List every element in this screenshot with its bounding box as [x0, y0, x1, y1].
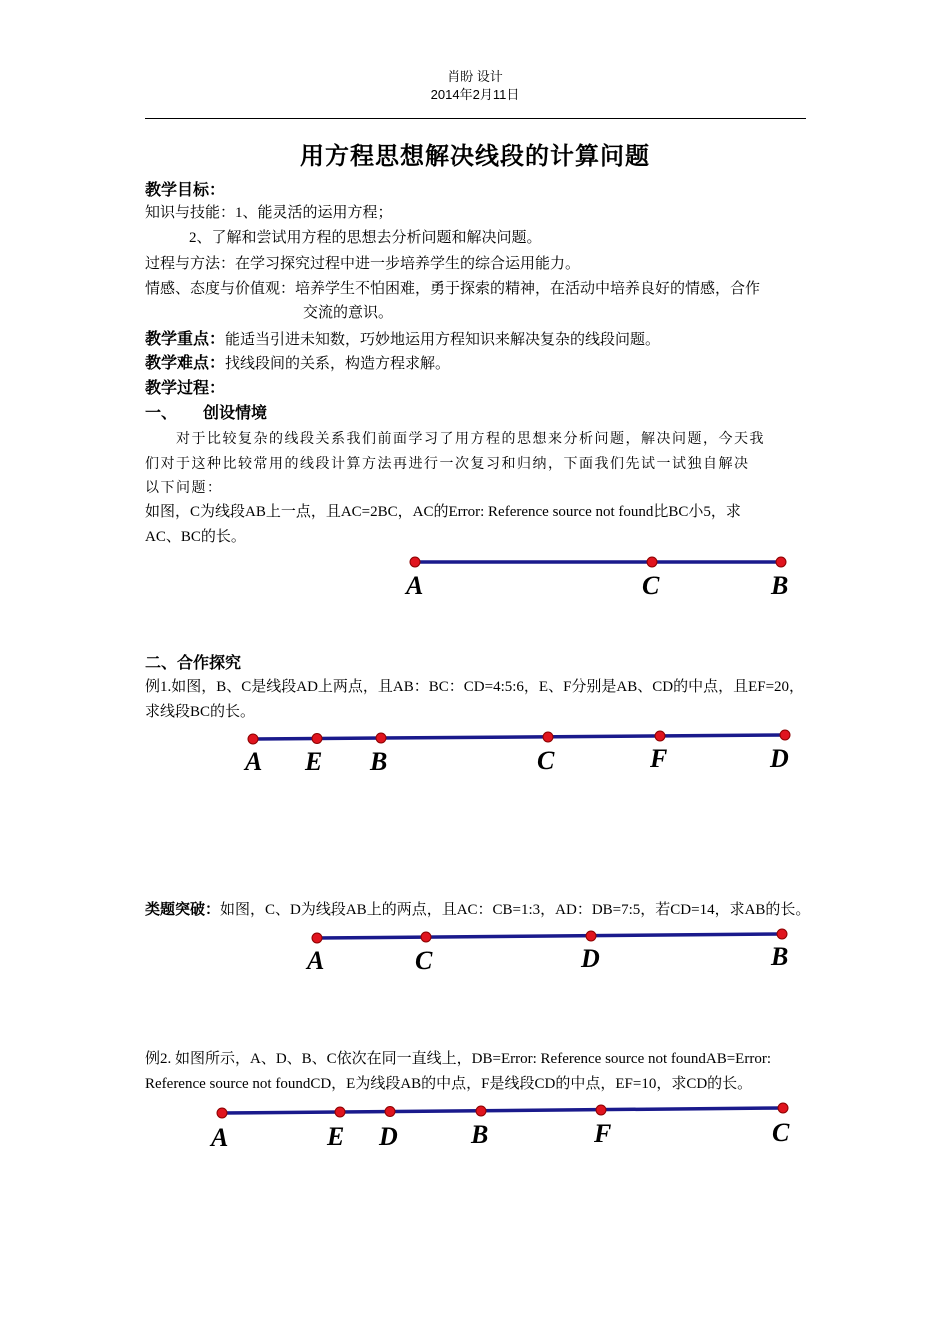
section1-title: 创设情境 — [203, 405, 268, 422]
point-c — [421, 932, 431, 942]
goal-process: 过程与方法：在学习探究过程中进一步培养学生的综合运用能力。 — [145, 256, 581, 272]
break-label: 类题突破： — [145, 902, 221, 918]
point-c — [647, 557, 657, 567]
goal-emotion-2: 交流的意识。 — [303, 305, 394, 321]
label-a: A — [307, 946, 325, 975]
label-b: B — [771, 571, 789, 600]
label-d: D — [581, 944, 600, 973]
point-d — [780, 730, 790, 740]
point-e — [312, 734, 322, 744]
label-d: D — [770, 744, 789, 773]
label-e: E — [305, 747, 323, 776]
section2-heading: 二、合作探究 — [145, 655, 242, 672]
example2-line2: Reference source not foundCD，E为线段AB的中点，F是线段CD的中点，EF=10，求CD的长。 — [145, 1076, 753, 1092]
section1-intro-1: 对于比较复杂的线段关系我们前面学习了用方程的思想来分析问题，解决问题，今天我 — [176, 432, 765, 447]
point-a — [410, 557, 420, 567]
label-e: E — [327, 1122, 345, 1151]
difficulty-label: 教学难点： — [145, 355, 226, 372]
figure-2 — [243, 730, 790, 776]
label-d: D — [379, 1122, 398, 1151]
segment-ad — [253, 735, 785, 739]
point-c — [778, 1103, 788, 1113]
section1-intro-2: 们对于这种比较常用的线段计算方法再进行一次复习和归纳，下面我们先试一试独自解决 — [145, 457, 750, 472]
break-text: 如图，C、D为线段AB上的两点，且AC：CB=1:3，AD：DB=7:5，若CD=14，求AB的长。 — [220, 902, 811, 918]
label-b: B — [370, 747, 388, 776]
point-b — [777, 929, 787, 939]
point-f — [596, 1105, 606, 1115]
goal-emotion: 情感、态度与价值观：培养学生不怕困难，勇于探索的精神，在活动中培养良好的情感，合作 — [145, 281, 761, 297]
figure-4 — [209, 1103, 790, 1152]
label-c: C — [415, 946, 433, 975]
label-c: C — [642, 571, 660, 600]
goal-knowledge: 知识与技能：1、能灵活的运用方程； — [145, 205, 393, 221]
goals-heading: 教学目标： — [145, 182, 226, 199]
header-author: 肖盼 设计 — [447, 69, 503, 84]
label-a: A — [406, 571, 424, 600]
section1-intro-3: 以下问题： — [145, 481, 223, 496]
point-b — [476, 1106, 486, 1116]
difficulty-text: 找线段间的关系，构造方程求解。 — [225, 356, 451, 372]
section1-number: 一、 — [145, 405, 178, 422]
key-point-text: 能适当引进未知数，巧妙地运用方程知识来解决复杂的线段问题。 — [225, 332, 661, 348]
point-d — [385, 1107, 395, 1117]
point-d — [586, 931, 596, 941]
segment-ab — [317, 934, 782, 938]
example1-line2: 求线段BC的长。 — [145, 704, 256, 720]
label-b: B — [471, 1120, 489, 1149]
label-c: C — [537, 746, 555, 775]
point-b — [376, 733, 386, 743]
point-a — [312, 933, 322, 943]
segment-ac — [222, 1108, 783, 1113]
problem1-line1: 如图，C为线段AB上一点，且AC=2BC，AC的Error: Reference source not found比BC小5，求 — [145, 504, 741, 520]
goal-knowledge-2: 2、了解和尝试用方程的思想去分析问题和解决问题。 — [189, 230, 542, 246]
key-point-label: 教学重点： — [145, 331, 226, 348]
label-a: A — [211, 1123, 229, 1152]
example1-line1: 例1.如图，B、C是线段AD上两点，且AB：BC：CD=4:5:6，E、F分别是AB、CD的中点，且EF=20， — [145, 679, 805, 695]
point-b — [776, 557, 786, 567]
figure-1 — [404, 557, 788, 600]
label-b: B — [771, 942, 789, 971]
label-f: F — [594, 1119, 612, 1148]
example2-line1: 例2. 如图所示，A、D、B、C依次在同一直线上，DB=Error: Reference source not foundAB=Error: — [145, 1051, 771, 1067]
figure-3 — [305, 929, 788, 975]
point-a — [217, 1108, 227, 1118]
page-title: 用方程思想解决线段的计算问题 — [300, 142, 650, 170]
process-heading: 教学过程： — [145, 380, 226, 397]
label-f: F — [650, 744, 668, 773]
point-c — [543, 732, 553, 742]
point-a — [248, 734, 258, 744]
label-a: A — [245, 747, 263, 776]
header-date: 2014年2月11日 — [430, 87, 520, 102]
problem1-line2: AC、BC的长。 — [145, 529, 246, 545]
point-e — [335, 1107, 345, 1117]
point-f — [655, 731, 665, 741]
label-c: C — [772, 1118, 790, 1147]
